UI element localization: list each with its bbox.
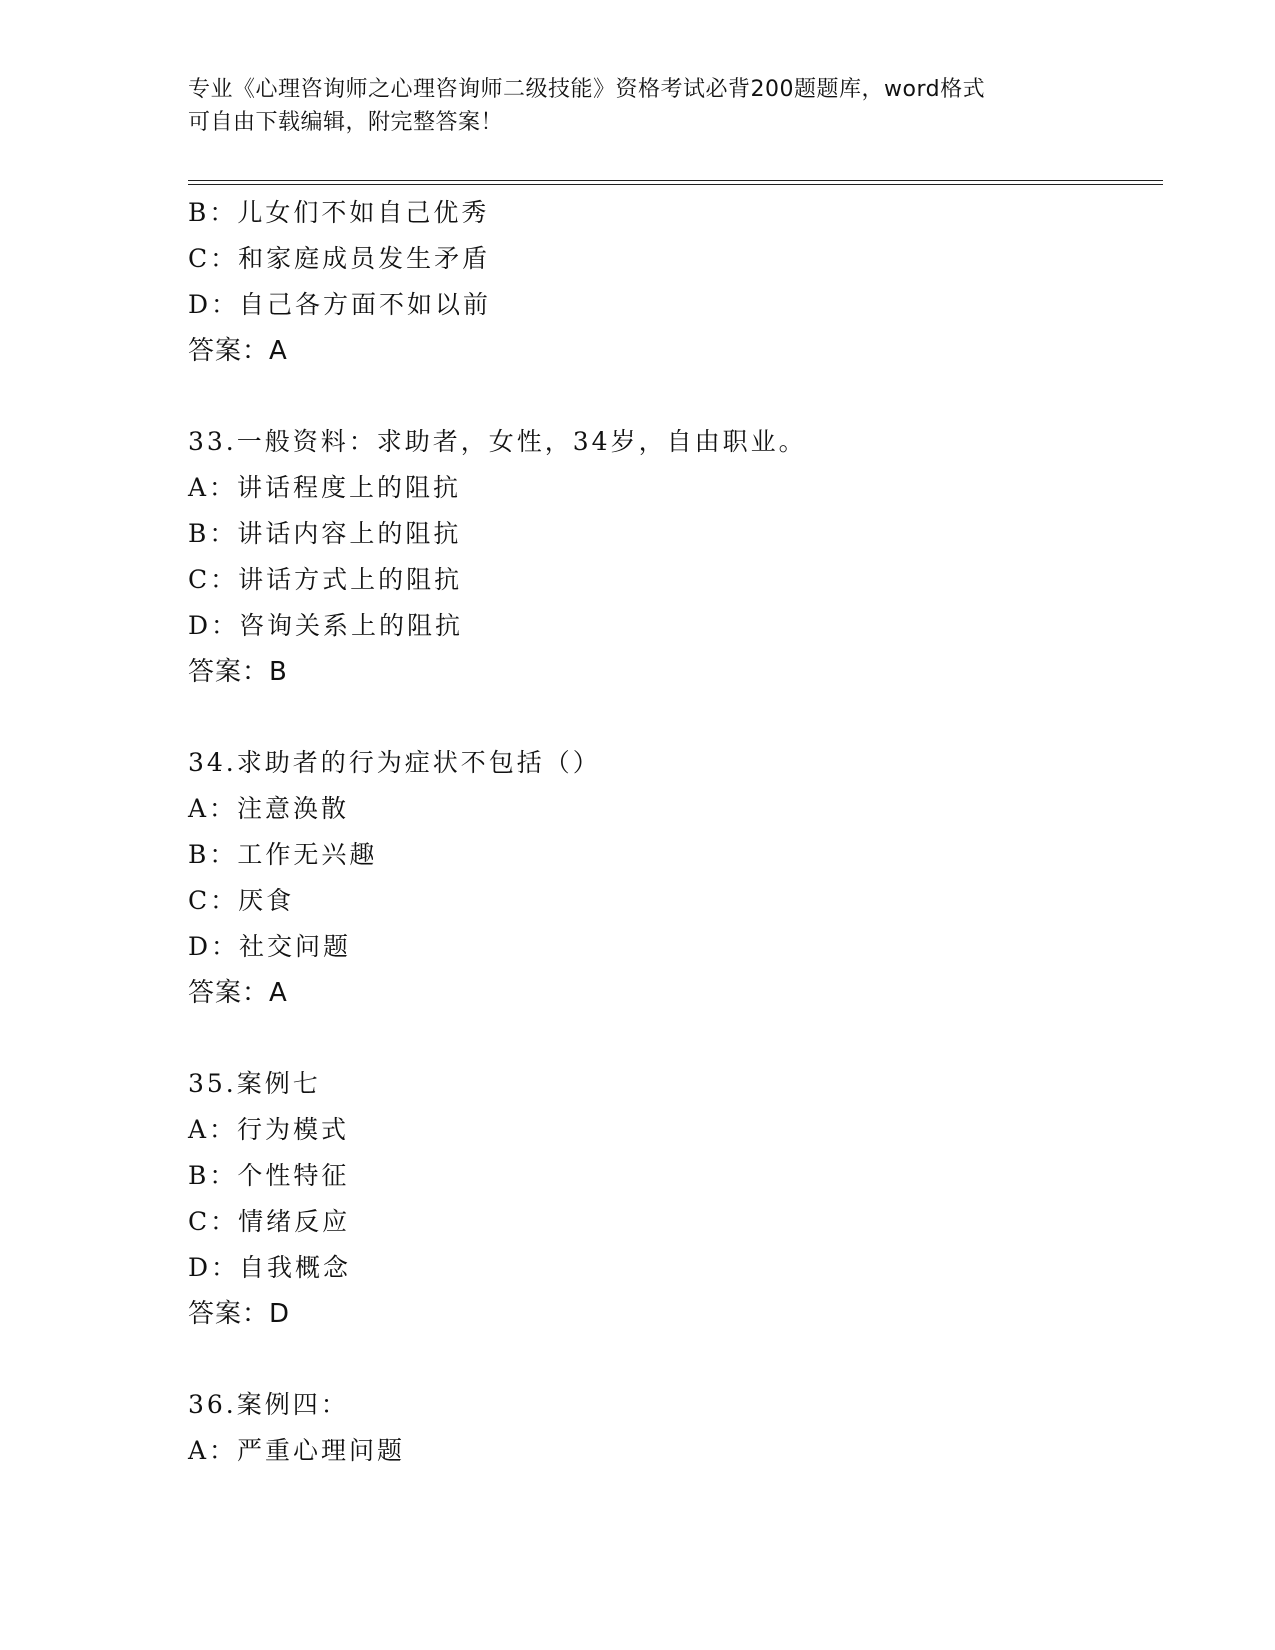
question-text: 35.案例七 — [188, 1069, 321, 1098]
question-text: 33.一般资料：求助者，女性，34岁，自由职业。 — [188, 427, 807, 456]
header-divider-bottom — [188, 184, 1163, 185]
option-line: B：讲话内容上的阻抗 — [188, 519, 462, 548]
option-line: A：注意涣散 — [188, 794, 350, 823]
question-34 — [188, 740, 1148, 1016]
answer-line: 答案：A — [188, 336, 288, 366]
option-line: B：个性特征 — [188, 1161, 350, 1190]
option-line: A：讲话程度上的阻抗 — [188, 473, 462, 502]
option-line: B：儿女们不如自己优秀 — [188, 198, 490, 227]
option-line: D：自我概念 — [188, 1253, 352, 1282]
header-divider-top — [188, 180, 1163, 181]
answer-line: 答案：A — [188, 978, 288, 1008]
question-32-continuation — [188, 190, 1148, 374]
header-line-1: 专业《心理咨询师之心理咨询师二级技能》资格考试必背200题题库，word格式 — [188, 77, 986, 102]
option-line: C：和家庭成员发生矛盾 — [188, 244, 491, 273]
option-line: A：行为模式 — [188, 1115, 350, 1144]
question-35 — [188, 1061, 1148, 1337]
option-line: B：工作无兴趣 — [188, 840, 378, 869]
option-line: C：情绪反应 — [188, 1207, 351, 1236]
answer-line: 答案：D — [188, 1299, 291, 1329]
question-gap — [188, 1337, 1148, 1382]
option-line: C：厌食 — [188, 886, 295, 915]
exam-content — [188, 190, 1148, 1474]
question-gap — [188, 1016, 1148, 1061]
question-text: 34.求助者的行为症状不包括（） — [188, 748, 601, 777]
option-line: D：咨询关系上的阻抗 — [188, 611, 464, 640]
header-line-2: 可自由下载编辑，附完整答案！ — [188, 110, 504, 135]
document-header — [188, 73, 1088, 139]
question-33 — [188, 419, 1148, 695]
option-line: D：社交问题 — [188, 932, 352, 961]
option-line: C：讲话方式上的阻抗 — [188, 565, 463, 594]
question-gap — [188, 374, 1148, 419]
question-36 — [188, 1382, 1148, 1474]
option-line: D：自己各方面不如以前 — [188, 290, 492, 319]
question-text: 36.案例四： — [188, 1390, 349, 1419]
option-line: A：严重心理问题 — [188, 1436, 406, 1465]
answer-line: 答案：B — [188, 657, 288, 687]
question-gap — [188, 695, 1148, 740]
